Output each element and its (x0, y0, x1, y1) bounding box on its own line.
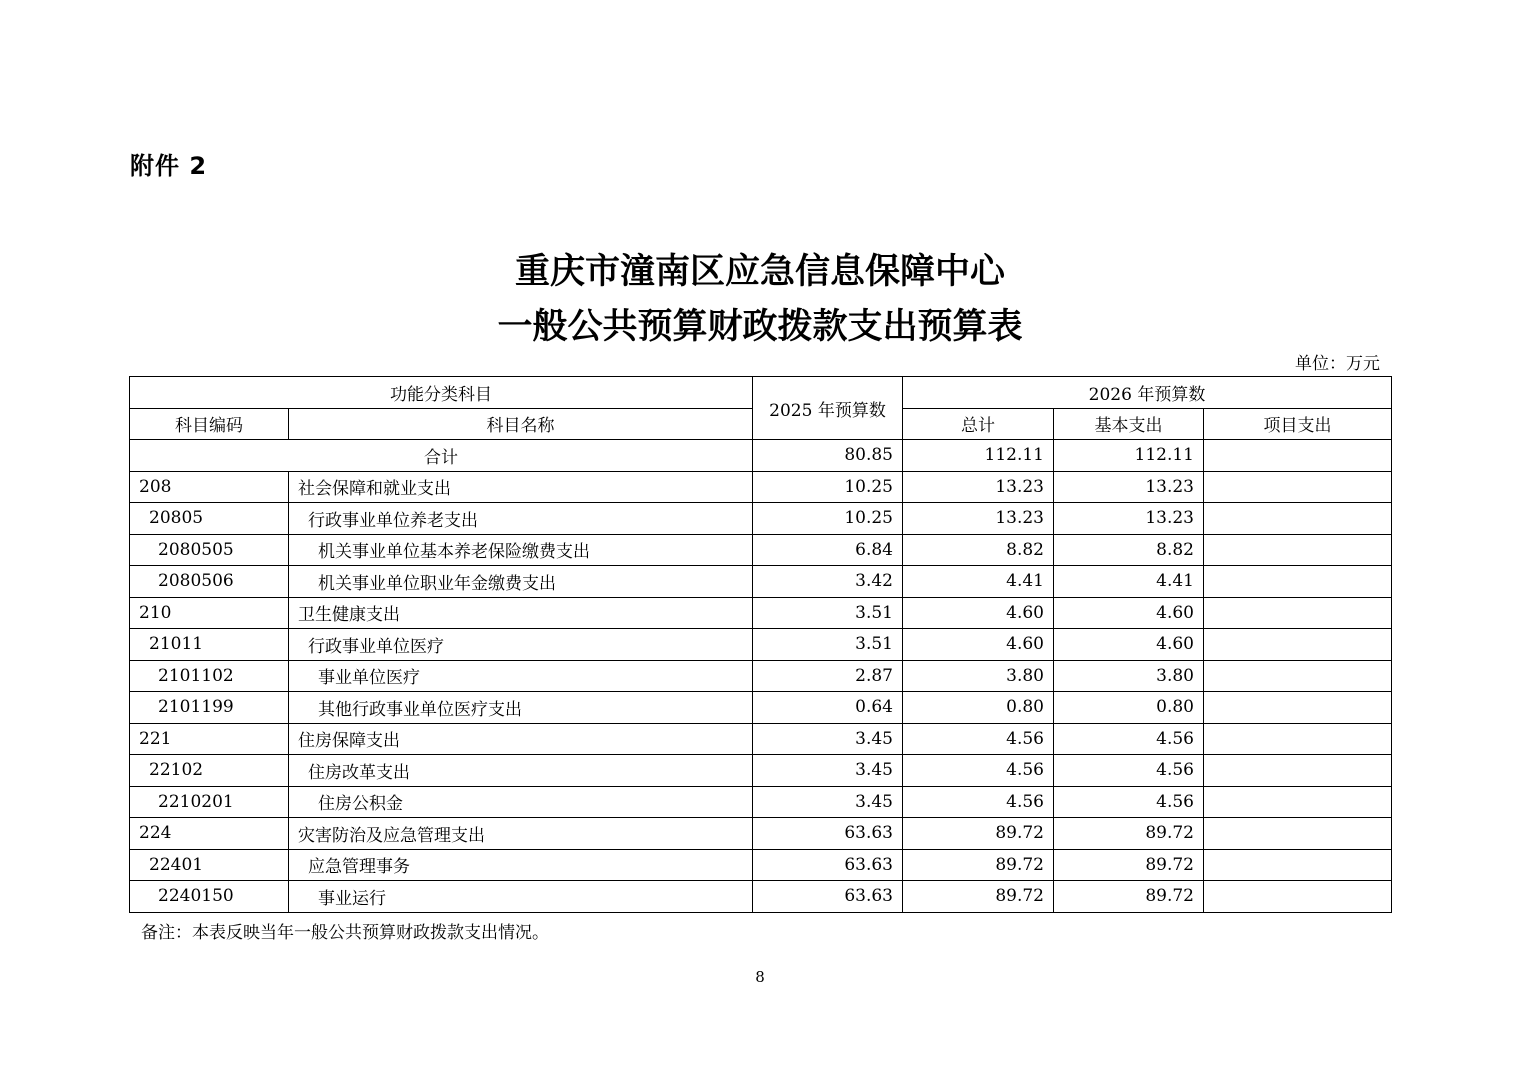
table-row (130, 503, 1392, 535)
row-total: 0.80 (903, 692, 1054, 724)
header-basic: 基本支出 (1054, 408, 1204, 440)
total-project (1204, 440, 1392, 472)
table-row (130, 692, 1392, 724)
row-basic: 4.56 (1054, 723, 1204, 755)
row-total: 89.72 (903, 881, 1054, 913)
row-total: 4.60 (903, 597, 1054, 629)
table-row (130, 786, 1392, 818)
header-row-1 (130, 377, 1392, 409)
row-2025-budget: 2.87 (753, 660, 903, 692)
row-name: 机关事业单位基本养老保险缴费支出 (289, 534, 753, 566)
row-project (1204, 566, 1392, 598)
table-row (130, 597, 1392, 629)
row-basic: 4.56 (1054, 755, 1204, 787)
row-basic: 89.72 (1054, 849, 1204, 881)
row-2025-budget: 63.63 (753, 818, 903, 850)
row-project (1204, 723, 1392, 755)
row-basic: 13.23 (1054, 471, 1204, 503)
row-total: 4.60 (903, 629, 1054, 661)
header-2026-group: 2026 年预算数 (903, 377, 1392, 409)
row-code: 22102 (130, 755, 289, 787)
total-2025: 80.85 (753, 440, 903, 472)
attachment-label: 附件 2 (130, 152, 208, 180)
row-basic: 89.72 (1054, 818, 1204, 850)
row-name: 住房公积金 (289, 786, 753, 818)
row-code: 20805 (130, 503, 289, 535)
row-2025-budget: 10.25 (753, 503, 903, 535)
table-row (130, 534, 1392, 566)
table-row (130, 471, 1392, 503)
unit-label: 单位：万元 (1295, 354, 1380, 374)
row-name: 事业运行 (289, 881, 753, 913)
total-basic: 112.11 (1054, 440, 1204, 472)
table-row (130, 723, 1392, 755)
row-basic: 4.56 (1054, 786, 1204, 818)
row-project (1204, 786, 1392, 818)
row-2025-budget: 63.63 (753, 881, 903, 913)
row-project (1204, 597, 1392, 629)
row-code: 2210201 (130, 786, 289, 818)
row-total: 13.23 (903, 471, 1054, 503)
row-project (1204, 692, 1392, 724)
row-project (1204, 755, 1392, 787)
page-number: 8 (755, 968, 765, 986)
row-2025-budget: 3.51 (753, 629, 903, 661)
row-code: 2240150 (130, 881, 289, 913)
row-basic: 13.23 (1054, 503, 1204, 535)
row-code: 2101199 (130, 692, 289, 724)
table-row (130, 755, 1392, 787)
row-name: 事业单位医疗 (289, 660, 753, 692)
row-2025-budget: 3.45 (753, 723, 903, 755)
row-code: 2080506 (130, 566, 289, 598)
table-row (130, 818, 1392, 850)
row-name: 应急管理事务 (289, 849, 753, 881)
header-2025-budget: 2025 年预算数 (753, 377, 903, 440)
row-basic: 4.41 (1054, 566, 1204, 598)
row-2025-budget: 3.45 (753, 786, 903, 818)
total-row (130, 440, 1392, 472)
page-title-line2: 一般公共预算财政拨款支出预算表 (497, 306, 1023, 347)
row-basic: 3.80 (1054, 660, 1204, 692)
header-code: 科目编码 (130, 408, 289, 440)
row-code: 21011 (130, 629, 289, 661)
row-total: 13.23 (903, 503, 1054, 535)
row-basic: 89.72 (1054, 881, 1204, 913)
header-functional-group: 功能分类科目 (130, 377, 753, 409)
row-total: 89.72 (903, 818, 1054, 850)
total-total: 112.11 (903, 440, 1054, 472)
row-total: 3.80 (903, 660, 1054, 692)
table-row (130, 849, 1392, 881)
header-total: 总计 (903, 408, 1054, 440)
table-row (130, 660, 1392, 692)
table-row (130, 629, 1392, 661)
row-project (1204, 534, 1392, 566)
row-total: 4.56 (903, 755, 1054, 787)
row-code: 210 (130, 597, 289, 629)
row-code: 224 (130, 818, 289, 850)
row-2025-budget: 3.51 (753, 597, 903, 629)
row-name: 行政事业单位医疗 (289, 629, 753, 661)
table-row (130, 881, 1392, 913)
row-basic: 8.82 (1054, 534, 1204, 566)
row-project (1204, 849, 1392, 881)
row-2025-budget: 63.63 (753, 849, 903, 881)
row-2025-budget: 3.42 (753, 566, 903, 598)
row-name: 住房保障支出 (289, 723, 753, 755)
header-project: 项目支出 (1204, 408, 1392, 440)
row-name: 住房改革支出 (289, 755, 753, 787)
row-basic: 4.60 (1054, 597, 1204, 629)
row-project (1204, 881, 1392, 913)
row-total: 4.56 (903, 723, 1054, 755)
row-name: 卫生健康支出 (289, 597, 753, 629)
row-name: 行政事业单位养老支出 (289, 503, 753, 535)
header-name: 科目名称 (289, 408, 753, 440)
row-total: 4.56 (903, 786, 1054, 818)
row-name: 灾害防治及应急管理支出 (289, 818, 753, 850)
row-2025-budget: 10.25 (753, 471, 903, 503)
row-basic: 4.60 (1054, 629, 1204, 661)
row-code: 22401 (130, 849, 289, 881)
row-project (1204, 660, 1392, 692)
row-code: 2080505 (130, 534, 289, 566)
row-total: 4.41 (903, 566, 1054, 598)
footnote: 备注：本表反映当年一般公共预算财政拨款支出情况。 (141, 923, 549, 943)
row-project (1204, 503, 1392, 535)
row-name: 社会保障和就业支出 (289, 471, 753, 503)
row-code: 208 (130, 471, 289, 503)
row-total: 8.82 (903, 534, 1054, 566)
page-title-line1: 重庆市潼南区应急信息保障中心 (514, 251, 1005, 292)
row-name: 机关事业单位职业年金缴费支出 (289, 566, 753, 598)
row-total: 89.72 (903, 849, 1054, 881)
budget-table (129, 376, 1392, 913)
row-project (1204, 818, 1392, 850)
row-2025-budget: 6.84 (753, 534, 903, 566)
row-2025-budget: 3.45 (753, 755, 903, 787)
row-name: 其他行政事业单位医疗支出 (289, 692, 753, 724)
table-row (130, 566, 1392, 598)
row-basic: 0.80 (1054, 692, 1204, 724)
row-2025-budget: 0.64 (753, 692, 903, 724)
row-project (1204, 629, 1392, 661)
row-project (1204, 471, 1392, 503)
row-code: 221 (130, 723, 289, 755)
total-label: 合计 (130, 440, 753, 472)
row-code: 2101102 (130, 660, 289, 692)
